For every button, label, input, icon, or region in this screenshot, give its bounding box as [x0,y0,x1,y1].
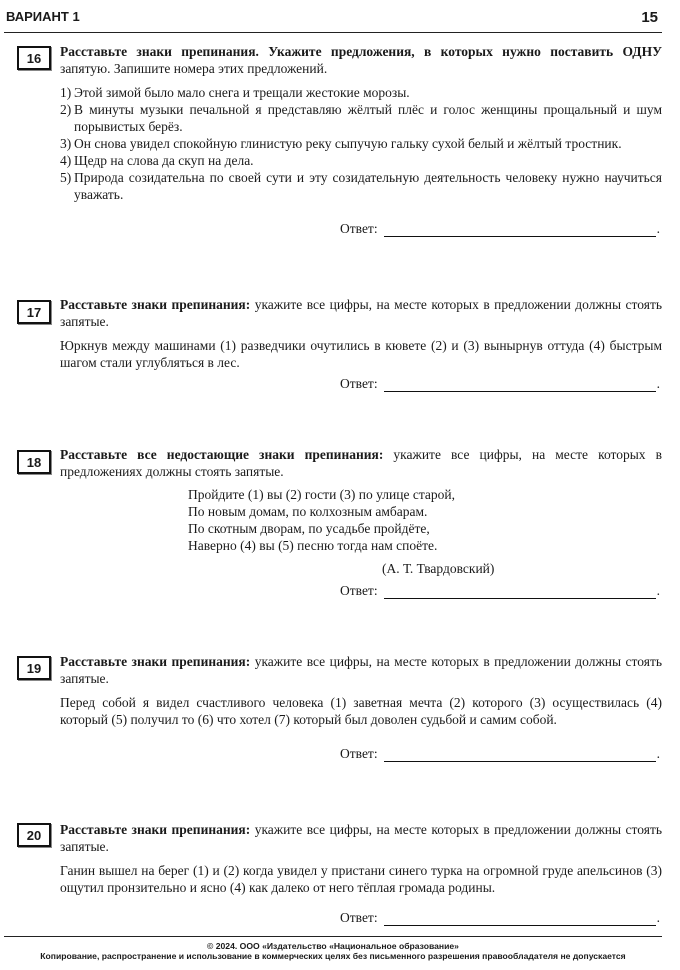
task-sentence: Перед собой я видел счастливого человека (1) заветная мечта (2) которого (3) осуществилась (4) который (5) получил то (6) что хотел (7) который был доволен судьбой и самим собой. [60,695,662,727]
answer-field-19[interactable]: Ответ: . [340,746,660,761]
answer-field-20[interactable]: Ответ: . [340,910,660,925]
task-content [60,446,662,577]
list-item: 5) Природа созидательна по своей сути и эту созидательную деятельность человеку нужно научиться уважать. [60,170,662,202]
page-header [4,6,662,33]
answer-field-16[interactable]: Ответ: . [340,221,660,236]
poem-author: (А. Т. Твардовский) [382,561,495,576]
copyright-line: © 2024. ООО «Издательство «Национальное образование» [207,941,459,951]
task-sentence: Юркнув между машинами (1) разведчики очутились в кювете (2) и (3) вынырнув оттуда (4) быстрым шагом стали углубляться в лес. [60,338,662,370]
task-instruction: Расставьте все недостающие знаки препинания: укажите все цифры, на месте которых в предложениях должны стоять запятые. [60,447,662,479]
task-number-box: 19 [17,656,51,680]
task-number-box: 18 [17,450,51,474]
task-number-box: 20 [17,823,51,847]
list-item: 4) Щедр на слова да скуп на дела. [60,153,254,168]
task-content [60,43,662,203]
list-item: 3) Он снова увидел спокойную глинистую реку сыпучую гальку сухой белый и жёлтый тростник. [60,136,622,151]
poem-line: По скотным дворам, по усадьбе пройдёте, [188,521,430,536]
list-item: 1) Этой зимой было мало снега и трещали жестокие морозы. [60,85,410,100]
task-content [60,296,662,371]
answer-field-17[interactable]: Ответ: . [340,376,660,391]
answer-field-18[interactable]: Ответ: . [340,583,660,598]
task-instruction: Расставьте знаки препинания: укажите все цифры, на месте которых в предложении должны стоять запятые. [60,297,662,329]
page-number: 15 [641,9,658,26]
task-sentence: Ганин вышел на берег (1) и (2) когда увидел у пристани синего турка на огромной груде апельсинов (3) ощутил пронзительно и ясно (4) как далеко от него тёплая громада родины. [60,863,662,895]
poem [188,486,662,554]
poem-line: Пройдите (1) вы (2) гости (3) по улице старой, [188,487,455,502]
task-instruction: Расставьте знаки препинания: укажите все цифры, на месте которых в предложении должны стоять запятые. [60,654,662,686]
task-number-box: 16 [17,46,51,70]
poem-line: Наверно (4) вы (5) песню тогда нам споёте. [188,538,438,553]
sentence-list [60,84,662,203]
task-instruction: Расставьте знаки препинания: укажите все цифры, на месте которых в предложении должны стоять запятые. [60,822,662,854]
task-content [60,821,662,896]
poem-line: По новым домам, по колхозным амбарам. [188,504,428,519]
page-footer [4,936,662,961]
task-number-box: 17 [17,300,51,324]
copyright-notice: Копирование, распространение и использование в коммерческих целях без письменного разрешения правообладателя не допускается [40,951,626,961]
task-instruction: Расставьте знаки препинания. Укажите предложения, в которых нужно поставить ОДНУ запятую. Запишите номера этих предложений. [60,44,662,76]
list-item: 2) В минуты музыки печальной я представляю жёлтый плёс и голос женщины прощальный и шум порывистых берёз. [60,102,662,134]
task-content [60,653,662,728]
variant-label: ВАРИАНТ 1 [6,9,80,24]
